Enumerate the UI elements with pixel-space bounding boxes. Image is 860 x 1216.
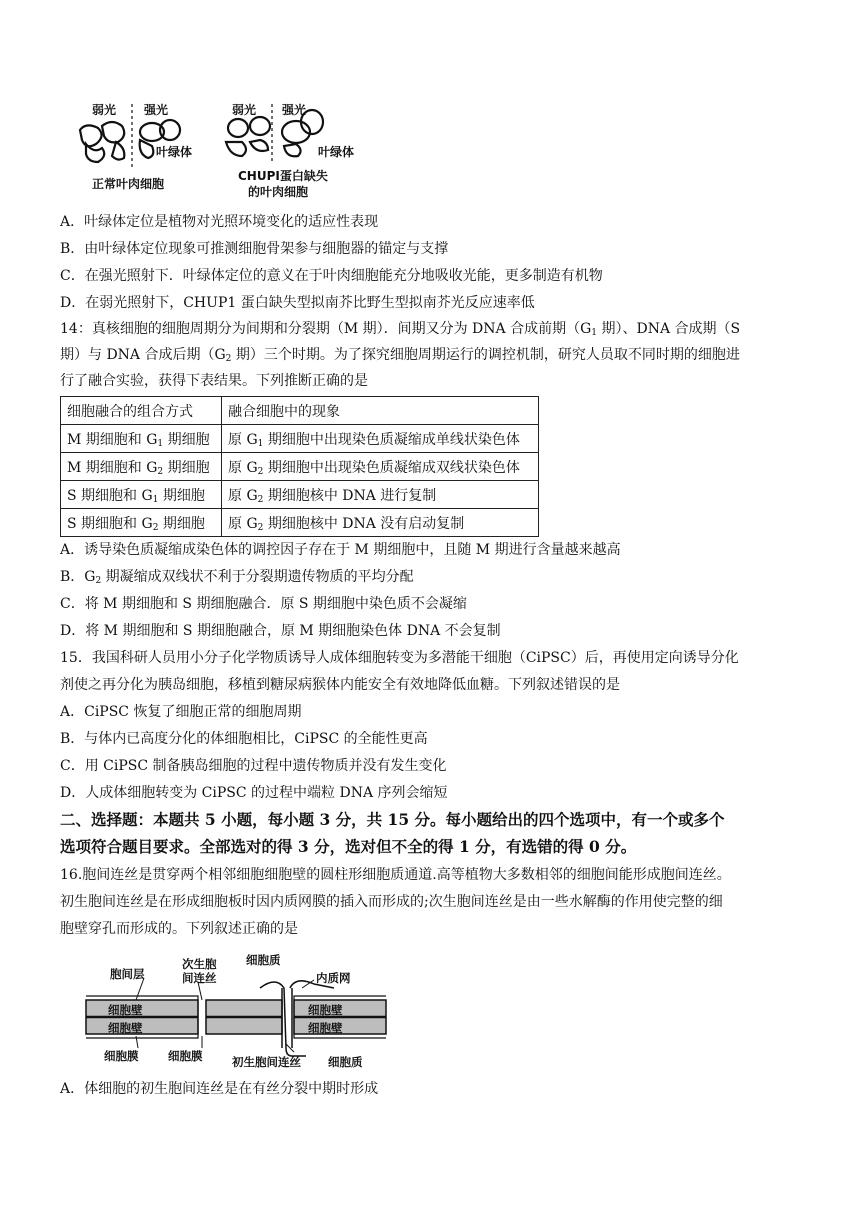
q14-stem1-b: 期）、DNA 合成期（S [597,321,741,337]
section2-heading-line2: 选项符合题目要求。全部选对的得 3 分，选对但不全的得 1 分，有选错的得 0 分。 [60,837,637,856]
table-row [61,509,539,537]
q16-stem-line3: 胞壁穿孔而形成的。下列叙述正确的是 [60,921,298,937]
table-cell: 原 $G_1$ 期细胞中出现染色质凝缩成单线状染色体 [222,425,539,453]
cytoplasm-top-label: 细胞质 [246,953,281,967]
secondary-plasmodesma-label-2: 间连丝 [182,971,217,985]
q16-option-a: A．体细胞的初生胞间连丝是在有丝分裂中期时形成 [60,1081,379,1097]
strong-light-label-left: 强光 [144,103,169,117]
mutant-cell-caption-2: 的叶肉细胞 [248,185,309,199]
q15-stem-line1: 15．我国科研人员用小分子化学物质诱导人成体细胞转变为多潜能干细胞（CiPSC）后，再使用定向诱导分化 [60,650,739,666]
table-cell: 原 $G_2$ 期细胞核中 DNA 没有启动复制 [222,509,539,537]
q16-stem-line1: 16.胞间连丝是贯穿两个相邻细胞细胞壁的圆柱形细胞质通道.高等植物大多数相邻的细胞间能形成胞间连丝。 [60,867,731,883]
q14-stem1-sub: 1 [591,328,598,338]
primary-plasmodesma-label: 初生胞间连丝 [232,1055,301,1069]
q16-stem-line2: 初生胞间连丝是在形成细胞板时因内质网膜的插入而形成的;次生胞间连丝是由一些水解酶的作用使完整的细 [60,894,723,910]
table-cell: S 期细胞和 $G_2$ 期细胞 [61,509,222,537]
q14-option-d: D．将 M 期细胞和 S 期细胞融合，原 M 期细胞染色体 DNA 不会复制 [60,623,501,639]
q14-stem2-a: 期）与 DNA 合成后期（G [60,347,226,363]
normal-cell-caption: 正常叶肉细胞 [92,177,165,191]
cell-membrane-label: 细胞膜 [168,1049,203,1063]
table-cell: M 期细胞和 $G_2$ 期细胞 [61,453,222,481]
cell-wall-label: 细胞壁 [108,1003,143,1017]
table-cell: S 期细胞和 $G_1$ 期细胞 [61,481,222,509]
q14-stem2-b: 期）三个时期。为了探究细胞周期运行的调控机制，研究人员取不同时期的细胞进 [231,347,740,363]
middle-lamella-label: 胞间层 [110,967,145,981]
q13-option-c: C．在强光照射下．叶绿体定位的意义在于叶肉细胞能充分地吸收光能，更多制造有机物 [60,268,603,284]
weak-light-label-left: 弱光 [92,103,117,117]
cell-wall-label: 细胞壁 [108,1021,143,1035]
q13-option-b: B．由叶绿体定位现象可推测细胞骨架参与细胞器的锚定与支撑 [60,241,449,257]
strong-light-label-right: 强光 [282,103,307,117]
q14-stem-line3: 行了融合实验，获得下表结果。下列推断正确的是 [60,373,368,389]
q13-option-a: A．叶绿体定位是植物对光照环境变化的适应性表现 [60,214,379,230]
cell-membrane-label: 细胞膜 [104,1049,139,1063]
q15-option-b: B．与体内已高度分化的体细胞相比，CiPSC 的全能性更高 [60,731,428,747]
table-row [61,453,539,481]
cytoplasm-bottom-label: 细胞质 [328,1055,363,1069]
cell-fusion-table [60,396,539,537]
table-cell: 原 $G_2$ 期细胞核中 DNA 进行复制 [222,481,539,509]
table-row [61,481,539,509]
cell-wall-label: 细胞壁 [308,1003,343,1017]
q14-stem1-a: 14：真核细胞的细胞周期分为间期和分裂期（M 期）．间期又分为 DNA 合成前期（G [60,321,592,337]
weak-light-label-right: 弱光 [232,103,257,117]
q14-stem-line1 [60,318,800,344]
table-cell: M 期细胞和 $G_1$ 期细胞 [61,425,222,453]
chloroplast-position-figure [72,92,372,204]
q14-stem2-sub: 2 [225,354,232,364]
q15-option-d: D．人成体细胞转变为 CiPSC 的过程中端粒 DNA 序列会缩短 [60,785,448,801]
q14-stem-line2 [60,344,800,370]
table-header-cell: 融合细胞中的现象 [222,397,539,425]
plasmodesmata-figure [80,948,390,1074]
section2-heading-line1: 二、选择题：本题共 5 小题，每小题 3 分，共 15 分。每小题给出的四个选项中，有一个或多个 [60,810,725,829]
table-cell: 原 $G_2$ 期细胞中出现染色质凝缩成双线状染色体 [222,453,539,481]
mutant-cell-caption-1: CHUPI蛋白缺失 [238,169,328,183]
q15-option-a: A．CiPSC 恢复了细胞正常的细胞周期 [60,704,302,720]
secondary-plasmodesma-label-1: 次生胞 [182,957,217,971]
table-header-cell: 细胞融合的组合方式 [61,397,222,425]
q14-option-c: C．将 M 期细胞和 S 期细胞融合．原 S 期细胞中染色质不会凝缩 [60,596,467,612]
q15-stem-line2: 剂使之再分化为胰岛细胞，移植到糖尿病猴体内能安全有效地降低血糖。下列叙述错误的是 [60,677,620,693]
er-label: 内质网 [316,971,351,985]
chloroplast-label-left: 叶绿体 [156,145,193,159]
table-header-row [61,397,539,425]
table-row [61,425,539,453]
chloroplast-label-right: 叶绿体 [318,145,355,159]
q14-option-a: A．诱导染色质凝缩成染色体的调控因子存在于 M 期细胞中，且随 M 期进行含量越来越高 [60,542,621,558]
q13-option-d: D．在弱光照射下，CHUP1 蛋白缺失型拟南芥比野生型拟南芥光反应速率低 [60,295,535,311]
q14-option-b: B．$G_2$ 期凝缩成双线状不利于分裂期遗传物质的平均分配 [60,569,414,586]
cell-wall-label: 细胞壁 [308,1021,343,1035]
q15-option-c: C．用 CiPSC 制备胰岛细胞的过程中遗传物质并没有发生变化 [60,758,447,774]
